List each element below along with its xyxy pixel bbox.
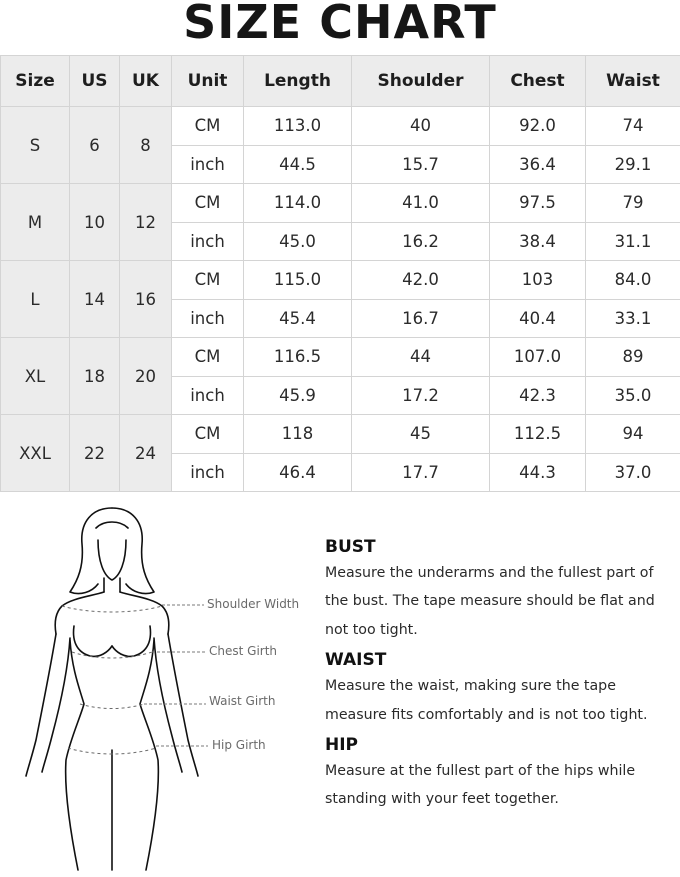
- hip-heading: HIP: [325, 733, 675, 757]
- waist-cell: 89: [586, 338, 680, 377]
- unit-cell: CM: [172, 261, 244, 300]
- length-cell: 45.0: [244, 222, 352, 261]
- waist-girth-label: Waist Girth: [209, 694, 275, 708]
- waist-measure-line: [80, 704, 144, 709]
- unit-cell: inch: [172, 376, 244, 415]
- length-cell: 113.0: [244, 107, 352, 146]
- hip-girth-label: Hip Girth: [212, 738, 266, 752]
- bust-text: Measure the underarms and the fullest part of the bust. The tape measure should be flat and not too tight.: [325, 559, 675, 644]
- table-row: [1, 107, 680, 146]
- shoulder-width-label: Shoulder Width: [207, 597, 299, 611]
- length-cell: 46.4: [244, 453, 352, 492]
- unit-cell: CM: [172, 107, 244, 146]
- size-cell: XL: [1, 338, 70, 415]
- header-us: US: [70, 56, 120, 107]
- shoulder-measure-line: [62, 606, 162, 612]
- length-cell: 116.5: [244, 338, 352, 377]
- chest-cell: 103: [490, 261, 586, 300]
- table-header-row: [1, 56, 680, 107]
- size-cell: XXL: [1, 415, 70, 492]
- unit-cell: inch: [172, 453, 244, 492]
- waist-heading: WAIST: [325, 648, 675, 672]
- shoulder-cell: 16.2: [352, 222, 490, 261]
- header-uk: UK: [120, 56, 172, 107]
- shoulder-cell: 17.7: [352, 453, 490, 492]
- us-cell: 18: [70, 338, 120, 415]
- waist-cell: 31.1: [586, 222, 680, 261]
- uk-cell: 20: [120, 338, 172, 415]
- chest-cell: 112.5: [490, 415, 586, 454]
- chest-cell: 38.4: [490, 222, 586, 261]
- shoulder-cell: 40: [352, 107, 490, 146]
- unit-cell: CM: [172, 338, 244, 377]
- chest-cell: 42.3: [490, 376, 586, 415]
- chest-cell: 40.4: [490, 299, 586, 338]
- size-cell: S: [1, 107, 70, 184]
- chest-cell: 107.0: [490, 338, 586, 377]
- table-row: [1, 184, 680, 223]
- hip-section: [325, 733, 675, 814]
- unit-cell: CM: [172, 415, 244, 454]
- waist-cell: 29.1: [586, 145, 680, 184]
- shoulder-cell: 41.0: [352, 184, 490, 223]
- body-outline-illustration: [0, 500, 320, 873]
- size-cell: M: [1, 184, 70, 261]
- shoulder-cell: 45: [352, 415, 490, 454]
- shoulder-cell: 44: [352, 338, 490, 377]
- waist-cell: 79: [586, 184, 680, 223]
- shoulder-cell: 42.0: [352, 261, 490, 300]
- chest-cell: 44.3: [490, 453, 586, 492]
- page-title: SIZE CHART: [0, 0, 680, 50]
- table-row: [1, 338, 680, 377]
- waist-cell: 74: [586, 107, 680, 146]
- measuring-guide: [325, 535, 675, 818]
- unit-cell: inch: [172, 222, 244, 261]
- us-cell: 10: [70, 184, 120, 261]
- waist-section: [325, 648, 675, 729]
- unit-cell: inch: [172, 299, 244, 338]
- uk-cell: 16: [120, 261, 172, 338]
- shoulder-cell: 16.7: [352, 299, 490, 338]
- us-cell: 6: [70, 107, 120, 184]
- length-cell: 114.0: [244, 184, 352, 223]
- header-chest: Chest: [490, 56, 586, 107]
- unit-cell: CM: [172, 184, 244, 223]
- chest-cell: 92.0: [490, 107, 586, 146]
- header-waist: Waist: [586, 56, 680, 107]
- waist-cell: 94: [586, 415, 680, 454]
- header-length: Length: [244, 56, 352, 107]
- unit-cell: inch: [172, 145, 244, 184]
- table-row: [1, 261, 680, 300]
- length-cell: 44.5: [244, 145, 352, 184]
- waist-text: Measure the waist, making sure the tape measure fits comfortably and is not too tight.: [325, 672, 675, 729]
- waist-cell: 35.0: [586, 376, 680, 415]
- bust-section: [325, 535, 675, 644]
- uk-cell: 24: [120, 415, 172, 492]
- us-cell: 22: [70, 415, 120, 492]
- table-row: [1, 415, 680, 454]
- size-cell: L: [1, 261, 70, 338]
- chest-cell: 36.4: [490, 145, 586, 184]
- chest-cell: 97.5: [490, 184, 586, 223]
- waist-cell: 33.1: [586, 299, 680, 338]
- body-measurement-figure: [0, 500, 320, 873]
- size-chart-table: [0, 55, 680, 492]
- chest-girth-label: Chest Girth: [209, 644, 277, 658]
- header-size: Size: [1, 56, 70, 107]
- waist-cell: 37.0: [586, 453, 680, 492]
- shoulder-cell: 15.7: [352, 145, 490, 184]
- header-unit: Unit: [172, 56, 244, 107]
- hip-text: Measure at the fullest part of the hips while standing with your feet together.: [325, 757, 675, 814]
- waist-cell: 84.0: [586, 261, 680, 300]
- length-cell: 115.0: [244, 261, 352, 300]
- uk-cell: 12: [120, 184, 172, 261]
- shoulder-cell: 17.2: [352, 376, 490, 415]
- uk-cell: 8: [120, 107, 172, 184]
- header-shoulder: Shoulder: [352, 56, 490, 107]
- length-cell: 45.9: [244, 376, 352, 415]
- length-cell: 118: [244, 415, 352, 454]
- us-cell: 14: [70, 261, 120, 338]
- length-cell: 45.4: [244, 299, 352, 338]
- bust-heading: BUST: [325, 535, 675, 559]
